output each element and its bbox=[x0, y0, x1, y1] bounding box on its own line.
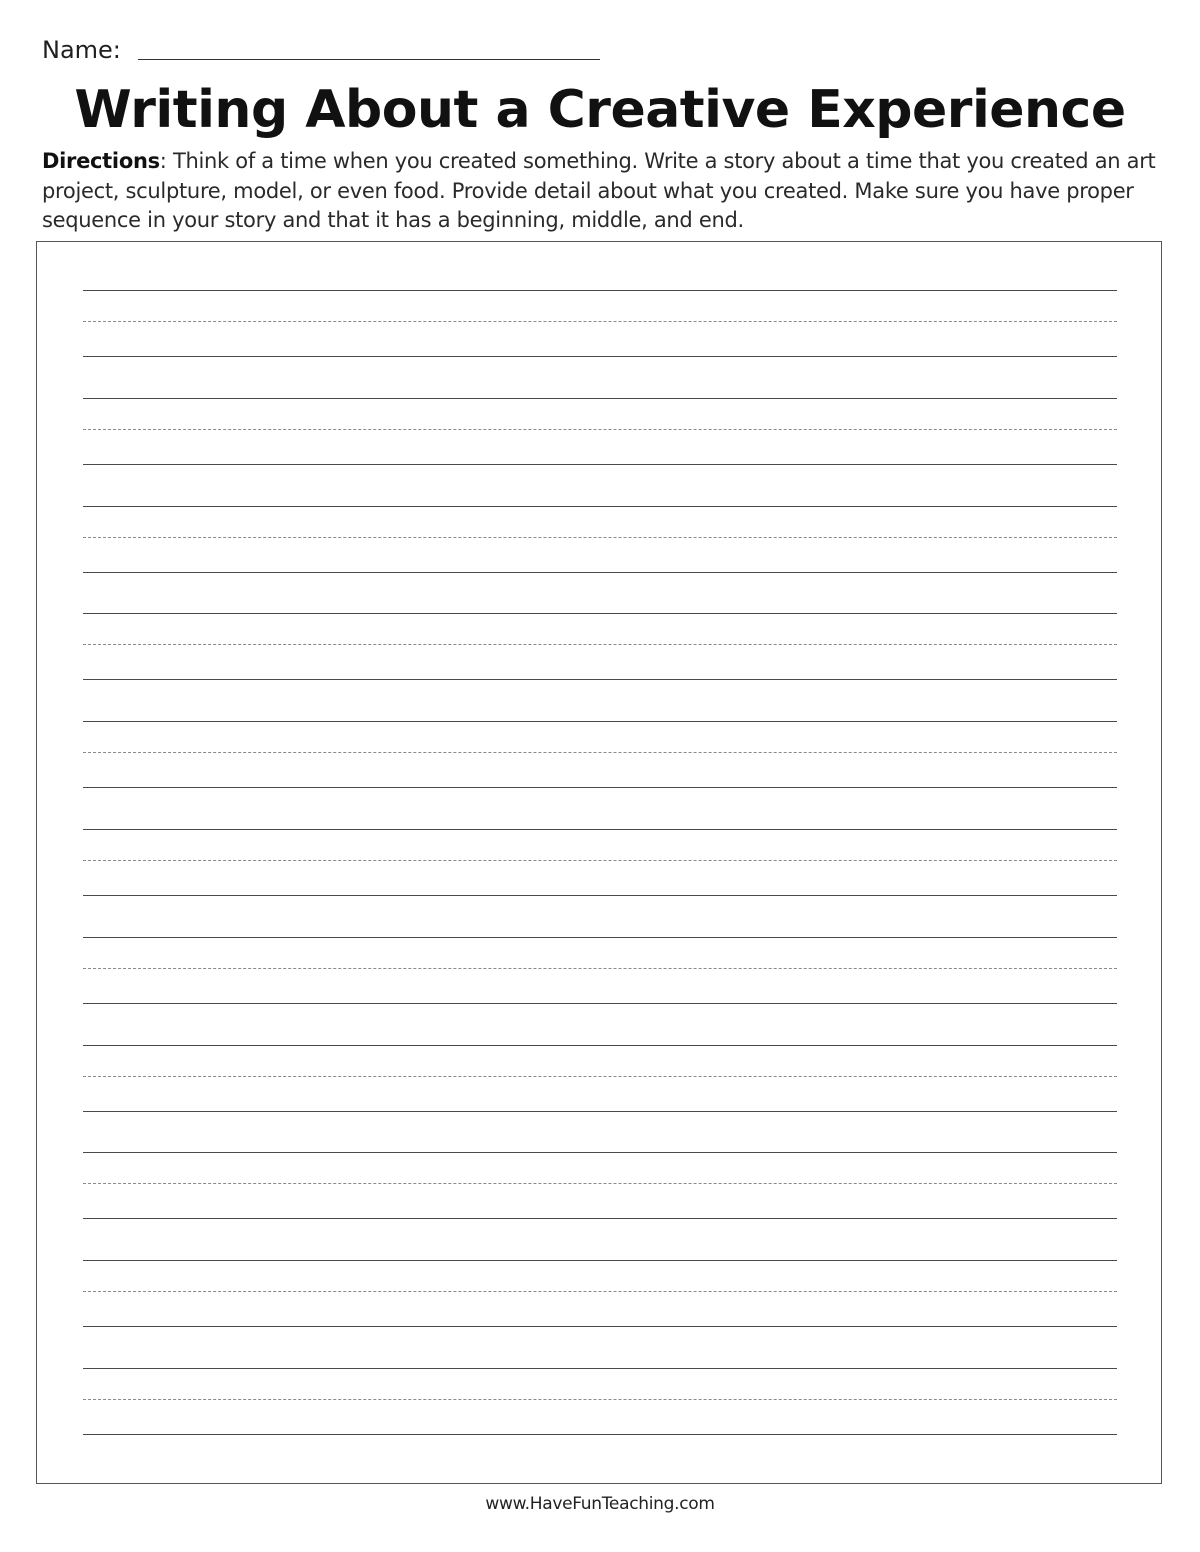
rule-midline bbox=[83, 752, 1117, 753]
rule-baseline bbox=[83, 356, 1117, 357]
rule-midline bbox=[83, 1183, 1117, 1184]
rule-top-line bbox=[83, 506, 1117, 507]
rule-top-line bbox=[83, 398, 1117, 399]
rule-top-line bbox=[83, 937, 1117, 938]
rule-baseline bbox=[83, 679, 1117, 680]
rule-baseline bbox=[83, 787, 1117, 788]
rule-baseline bbox=[83, 1434, 1117, 1435]
rule-top-line bbox=[83, 613, 1117, 614]
worksheet-title: Writing About a Creative Experience bbox=[74, 80, 1126, 140]
rule-baseline bbox=[83, 464, 1117, 465]
rule-midline bbox=[83, 860, 1117, 861]
rule-baseline bbox=[83, 1218, 1117, 1219]
rule-baseline bbox=[83, 1111, 1117, 1112]
rule-midline bbox=[83, 1291, 1117, 1292]
rule-midline bbox=[83, 537, 1117, 538]
rule-midline bbox=[83, 968, 1117, 969]
rule-baseline bbox=[83, 1326, 1117, 1327]
rule-top-line bbox=[83, 1152, 1117, 1153]
directions-text: : Think of a time when you created something. Write a story about a time that you created an art project, sculpture, model, or even food. Provide detail about what you created. Make sure you have proper sequence in your story and that it has a beginning, middle, and end. bbox=[42, 149, 1156, 232]
rule-top-line bbox=[83, 829, 1117, 830]
footer-website: www.HaveFunTeaching.com bbox=[485, 1494, 715, 1514]
rule-top-line bbox=[83, 1368, 1117, 1369]
name-row bbox=[42, 34, 602, 68]
rule-top-line bbox=[83, 721, 1117, 722]
name-label: Name: bbox=[42, 36, 121, 64]
directions-label: Directions bbox=[42, 149, 160, 173]
name-field-line[interactable] bbox=[138, 59, 600, 60]
rule-top-line bbox=[83, 290, 1117, 291]
rule-baseline bbox=[83, 895, 1117, 896]
rule-midline bbox=[83, 321, 1117, 322]
rule-midline bbox=[83, 429, 1117, 430]
directions bbox=[42, 147, 1172, 236]
writing-area[interactable] bbox=[36, 241, 1162, 1484]
rule-midline bbox=[83, 644, 1117, 645]
rule-midline bbox=[83, 1399, 1117, 1400]
rule-midline bbox=[83, 1076, 1117, 1077]
rule-top-line bbox=[83, 1045, 1117, 1046]
rule-top-line bbox=[83, 1260, 1117, 1261]
rule-baseline bbox=[83, 1003, 1117, 1004]
rule-baseline bbox=[83, 572, 1117, 573]
